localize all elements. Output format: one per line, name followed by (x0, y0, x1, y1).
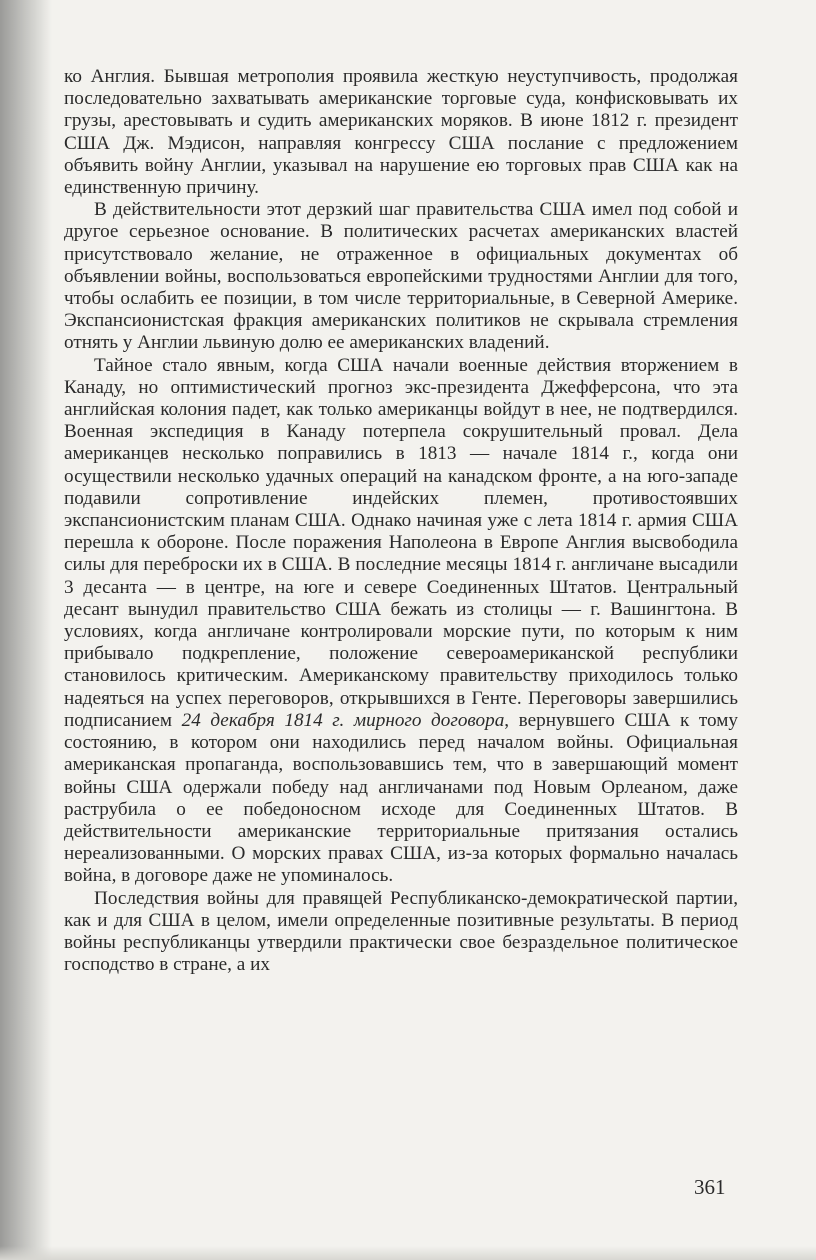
paragraph-text: Тайное стало явным, когда США начали военные действия вторжением в Канаду, но оптимистический прогноз экс-президента Джефферсона, что эта английская колония падет, как только американцы войдут в нее, не подтвердился. Военная экспедиция в Канаду потерпела сокрушительный провал. Дела американцев несколько поправились в 1813 — начале 1814 г., когда они осуществили несколько удачных операций на канадском фронте, а на юго-западе подавили сопротивление индейских племен, противостоявших экспансионистским планам США. Однако начиная уже с лета 1814 г. армия США перешла к обороне. После поражения Наполеона в Европе Англия высвободила силы для переброски их в США. В последние месяцы 1814 г. англичане высадили 3 десанта — в центре, на юге и севере Соединенных Штатов. Центральный десант вынудил правительство США бежать из столицы — г. Вашингтона. В условиях, когда англичане контролировали морские пути, по которым к ним прибывало подкрепление, положение североамериканской республики становилось критическим. Американскому правительству приходилось только надеяться на успех переговоров, открывшихся в Генте. Переговоры завершились подписанием (64, 354, 738, 731)
page-bottom-shadow (0, 1246, 816, 1260)
paragraph-3 (64, 355, 738, 888)
page-body (64, 66, 738, 976)
treaty-emphasis: 24 декабря 1814 г. мирного договора (181, 709, 505, 731)
paragraph-text: ко Англия. Бывшая метрополия проявила жесткую неуступчивость, продолжая последовательно захватывать американские торговые суда, конфисковывать их грузы, арестовывать и судить американских моряков. В июне 1812 г. президент США Дж. Мэдисон, направляя конгрессу США послание с предложением объявить войну Англии, указывал на нарушение ею торговых прав США как на единственную причину. (64, 66, 738, 199)
paragraph-1 (64, 66, 738, 199)
paragraph-4 (64, 888, 738, 977)
page-number: 361 (694, 1175, 726, 1199)
paragraph-2 (64, 199, 738, 354)
paragraph-text: В действительности этот дерзкий шаг правительства США имел под собой и другое серьезное основание. В политических расчетах американских властей присутствовало желание, не отраженное в официальных документах об объявлении войны, воспользоваться европейскими трудностями Англии для того, чтобы ослабить ее позиции, в том числе территориальные, в Северной Америке. Экспансионистская фракция американских политиков не скрывала стремления отнять у Англии львиную долю ее американских владений. (64, 199, 738, 354)
paragraph-text: Последствия войны для правящей Республиканско-демократической партии, как и для США в целом, имели определенные позитивные результаты. В период войны республиканцы утвердили практически свое безраздельное политическое господство в стране, а их (64, 887, 738, 976)
paragraph-text: , вернувшего США к тому состоянию, в котором они находились перед началом войны. Официальная американская пропаганда, воспользовавшись тем, что в завершающий момент войны США одержали победу над англичанами под Новым Орлеаном, даже раструбила о ее победоносном исходе для Соединенных Штатов. В действительности американские территориальные притязания остались нереализованными. О морских правах США, из-за которых формально началась война, в договоре даже не упоминалось. (64, 709, 738, 887)
book-spine-shadow (0, 0, 52, 1260)
